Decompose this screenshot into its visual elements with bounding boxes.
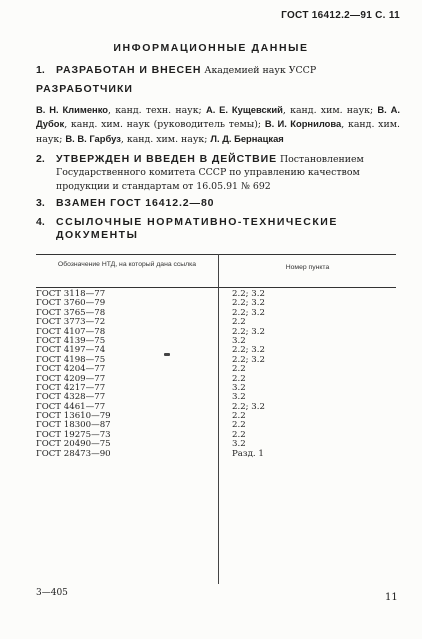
reference-clause: 2.2; 3.2 — [232, 401, 265, 412]
reference-clause: 2.2; 3.2 — [232, 289, 265, 299]
reference-document: ГОСТ 4197—74 — [36, 345, 106, 356]
reference-document: ГОСТ 18300—87 — [36, 420, 111, 431]
developer-role: , канд. хим. наук (руководитель темы); — [64, 119, 265, 131]
item-2 — [36, 153, 400, 193]
reference-clause: 2.2 — [232, 364, 246, 375]
developer-name: В. И. Корнилова — [264, 118, 342, 130]
reference-clause: 2.2 — [232, 429, 246, 440]
page-header: ГОСТ 16412.2—91 С. 11 — [281, 10, 400, 21]
developer-role: , канд. хим. наук; — [36, 119, 400, 145]
reference-clause: 2.2; 3.2 — [232, 307, 265, 318]
column-header-document: Обозначение НТД, на который дана ссылка — [57, 261, 197, 268]
item-1-text: Академией наук УССР — [204, 65, 317, 76]
item-1 — [36, 64, 400, 146]
reference-document: ГОСТ 4461—77 — [36, 401, 106, 412]
section-title: ИНФОРМАЦИОННЫЕ ДАННЫЕ — [113, 42, 309, 54]
reference-document: ГОСТ 20490—75 — [36, 439, 111, 450]
reference-document: ГОСТ 4217—77 — [36, 382, 106, 393]
reference-document: ГОСТ 4139—75 — [36, 335, 106, 346]
developers-list — [36, 103, 400, 146]
reference-clause: 2.2 — [232, 420, 246, 431]
item-3-text: ВЗАМЕН ГОСТ 16412.2—80 — [56, 197, 215, 209]
footer-left: 3—405 — [36, 588, 68, 598]
reference-clause: 2.2 — [232, 373, 246, 384]
table-body — [36, 290, 396, 459]
item-1-number: 1. — [36, 64, 45, 76]
item-2-number: 2. — [36, 153, 45, 165]
reference-clause: 2.2; 3.2 — [232, 298, 265, 309]
reference-document: ГОСТ 4328—77 — [36, 392, 106, 403]
developer-name: В. А. Дубок — [36, 103, 401, 130]
reference-document: ГОСТ 4198—75 — [36, 354, 106, 365]
developers-heading: РАЗРАБОТЧИКИ — [36, 83, 133, 96]
reference-clause: 2.2 — [232, 317, 246, 328]
reference-clause: 3.2 — [232, 382, 246, 393]
reference-clause: 2.2; 3.2 — [232, 345, 265, 356]
table-header-rule — [36, 287, 396, 288]
reference-document: ГОСТ 4209—77 — [36, 373, 106, 384]
reference-document: ГОСТ 3118—77 — [36, 289, 106, 299]
reference-document: ГОСТ 19275—73 — [36, 429, 111, 440]
developer-name: А. Е. Кущевский — [205, 103, 283, 115]
print-mark — [164, 353, 170, 356]
column-header-clause: Номер пункта — [285, 264, 330, 271]
item-4 — [36, 216, 400, 243]
item-4-text: ССЫЛОЧНЫЕ НОРМАТИВНО-ТЕХНИЧЕСКИЕ ДОКУМЕНТЫ — [56, 216, 338, 242]
reference-document: ГОСТ 3760—79 — [36, 298, 106, 309]
reference-document: ГОСТ 3773—72 — [36, 317, 106, 328]
developer-name: В. Н. Клименко — [36, 103, 108, 115]
references-table — [36, 254, 396, 584]
reference-clause: 2.2; 3.2 — [232, 354, 265, 365]
item-3 — [36, 197, 400, 210]
reference-document: ГОСТ 28473—90 — [36, 448, 111, 459]
item-1-lead: РАЗРАБОТАН И ВНЕСЕН — [56, 64, 202, 76]
reference-document: ГОСТ 4107—78 — [36, 326, 106, 337]
table-top-rule — [36, 254, 396, 255]
developer-name: Л. Д. Бернацкая — [210, 132, 284, 144]
developer-name: В. В. Гарбуз — [65, 132, 121, 144]
developer-role: , канд. хим. наук; — [282, 104, 378, 116]
reference-clause: 3.2 — [232, 439, 246, 450]
reference-clause: 3.2 — [232, 335, 246, 346]
reference-clause: 2.2 — [232, 411, 246, 422]
item-3-number: 3. — [36, 197, 45, 209]
reference-clause: Разд. 1 — [232, 448, 264, 459]
item-4-number: 4. — [36, 216, 45, 228]
reference-document: ГОСТ 3765—78 — [36, 307, 106, 318]
page-number: 11 — [385, 592, 398, 603]
reference-clause: 2.2; 3.2 — [232, 326, 265, 337]
reference-document: ГОСТ 4204—77 — [36, 364, 106, 375]
reference-document: ГОСТ 13610—79 — [36, 411, 111, 422]
developer-role: , канд. хим. наук; — [120, 133, 211, 145]
item-2-lead: УТВЕРЖДЕН И ВВЕДЕН В ДЕЙСТВИЕ — [56, 153, 277, 165]
developer-role: , канд. техн. наук; — [108, 104, 206, 116]
item-2-text: Постановлением Государственного комитета СССР по управлению качеством продукции и стандартам от 16.05.91 № 692 — [56, 154, 364, 192]
table-row — [36, 450, 396, 459]
reference-clause: 3.2 — [232, 392, 246, 403]
